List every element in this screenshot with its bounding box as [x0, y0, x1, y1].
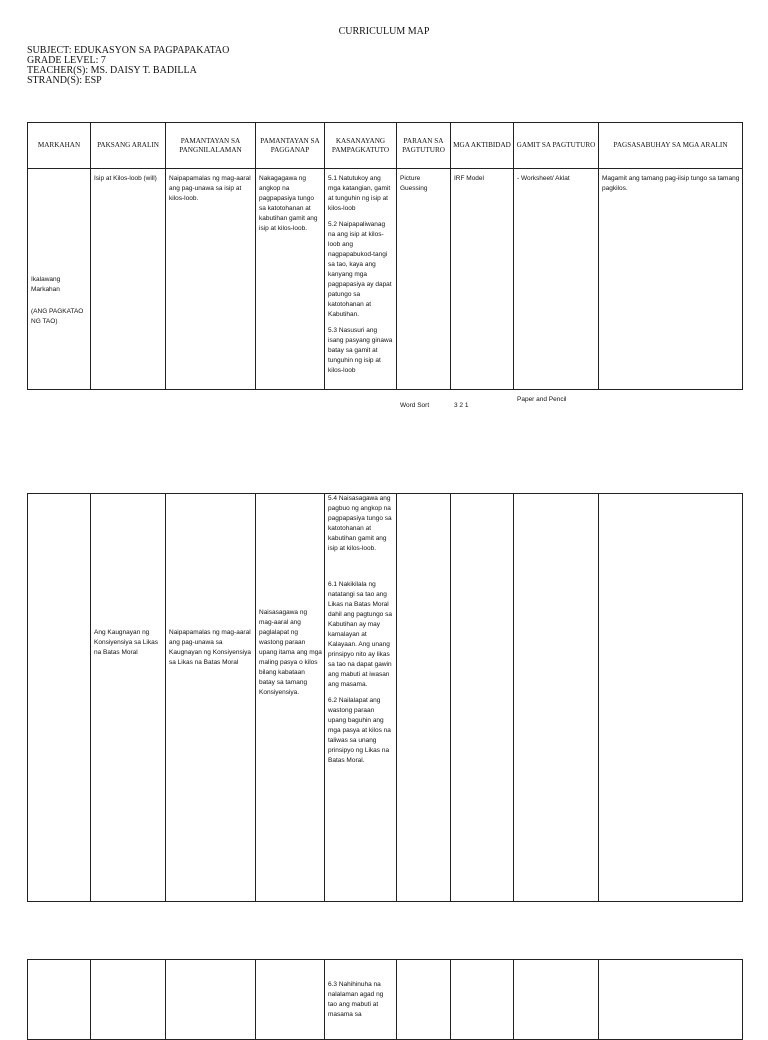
pangnilalaman-cell: Naipapamalas ng mag-aaral ang pag-unawa sa Kaugnayan ng Konsiyensiya sa Likas na Batas Moral	[169, 629, 252, 666]
pagganap-cell: Nakagagawa ng angkop na pagpapasiya tungo sa katotohanan at kabutihan gamit ang isip at kilos-loob.	[259, 175, 318, 232]
paksang-aralin-cell: Ang Kaugnayan ng Konsiyensiya sa Likas na Batas Moral	[94, 629, 158, 656]
gamit-item: Paper and Pencil	[517, 396, 567, 403]
kasanayan-cell	[325, 494, 396, 766]
header-pagsasabuhay: PAGSASABUHAY SA MGA ARALIN	[599, 123, 743, 169]
subject-line: SUBJECT: EDUKASYON SA PAGPAPAKATAO	[27, 45, 230, 56]
table-row	[28, 494, 743, 902]
header-kasanayang-pampagkatuto: KASANAYANG PAMPAGKATUTO	[325, 123, 397, 169]
kasanayan-item: 6.2 Nailalapat ang wastong paraan upang baguhin ang mga pasya at kilos na taliwas sa unang prinsipyo ng Likas na Batas Moral.	[328, 697, 391, 764]
kasanayan-item: 5.2 Naipapaliwanag na ang isip at kilos-loob ang nagpapabukod-tangi sa tao, kaya ang kanyang mga pagpapasiya ay dapat patungo sa katotohanan at Kabutihan.	[328, 221, 392, 318]
kasanayan-item: 6.1 Nakikilala ng natatangi sa tao ang Likas na Batas Moral dahil ang pagtungo sa Kabutihan ay may kamalayan at Kalayaan. Ang unang prinsipyo nito ay likas sa tao na dapat gawin ang mabuti at iwasan ang masama.	[328, 581, 392, 688]
teacher-line: TEACHER(S): MS. DAISY T. BADILLA	[27, 65, 197, 76]
kasanayan-item: 5.3 Nasusuri ang isang pasyang ginawa batay sa gamit at tunguhin ng isip at kilos-loob	[328, 327, 393, 374]
kasanayan-cell: 6.3 Nahihinuha na nalalaman agad ng tao ang mabuti at masama sa	[328, 981, 384, 1018]
header-paraan-sa-pagtuturo: PARAAN SA PAGTUTURO	[397, 123, 451, 169]
header-pamantayan-pangnilalaman: PAMANTAYAN SA PANGNILALAMAN	[166, 123, 256, 169]
gamit-item: - Worksheet/ Aklat	[517, 175, 570, 182]
paraan-item: Picture Guessing	[400, 175, 428, 192]
table-row	[28, 169, 743, 390]
pagganap-cell: Naisasagawa ng mag-aaral ang paglalapat ng wastong paraan upang itama ang mga maling pasya o kilos bilang kabataan batay sa tamang Konsiyensiya.	[259, 609, 322, 696]
kasanayan-cell	[325, 169, 396, 376]
curriculum-table-3	[27, 959, 743, 1040]
grade-level-line: GRADE LEVEL: 7	[27, 55, 106, 66]
markahan-cell	[28, 494, 90, 499]
aktibidad-item: IRF Model	[454, 175, 484, 182]
pagsasabuhay-cell: Magamit ang tamang pag-iisip tungo sa tamang pagkilos.	[602, 175, 740, 192]
header-mga-aktibidad: MGA AKTIBIDAD	[451, 123, 514, 169]
table-row	[28, 960, 743, 1040]
kasanayan-item: 5.1 Natutukoy ang mga katangian, gamit at tunguhin ng isip at kilos-loob	[328, 175, 391, 212]
paksang-aralin-cell: Isip at Kilos-loob (will)	[94, 175, 157, 182]
aktibidad-item: 3 2 1	[454, 402, 469, 409]
markahan-label: Ikalawang Markahan	[31, 276, 61, 293]
header-pamantayan-pagganap: PAMANTAYAN SA PAGGANAP	[256, 123, 325, 169]
strand-line: STRAND(S): ESP	[27, 75, 102, 86]
header-gamit-sa-pagtuturo: GAMIT SA PAGTUTURO	[514, 123, 599, 169]
curriculum-table-1	[27, 122, 743, 409]
document-meta	[27, 46, 229, 86]
header-paksang-aralin: PAKSANG ARALIN	[91, 123, 166, 169]
header-row	[28, 123, 743, 169]
header-markahan: MARKAHAN	[28, 123, 91, 169]
pangnilalaman-cell: Naipapamalas ng mag-aaral ang pag-unawa sa isip at kilos-loob.	[169, 175, 251, 202]
curriculum-table-2	[27, 493, 743, 902]
kasanayan-item: 5.4 Naisasagawa ang pagbuo ng angkop na pagpapasiya tungo sa katotohanan at kabutihan gamit ang isip at kilos-loob.	[328, 495, 392, 552]
markahan-subtitle: (ANG PAGKATAO NG TAO)	[31, 308, 84, 325]
document-title: CURRICULUM MAP	[338, 26, 430, 37]
paraan-item: Word Sort	[400, 402, 430, 409]
